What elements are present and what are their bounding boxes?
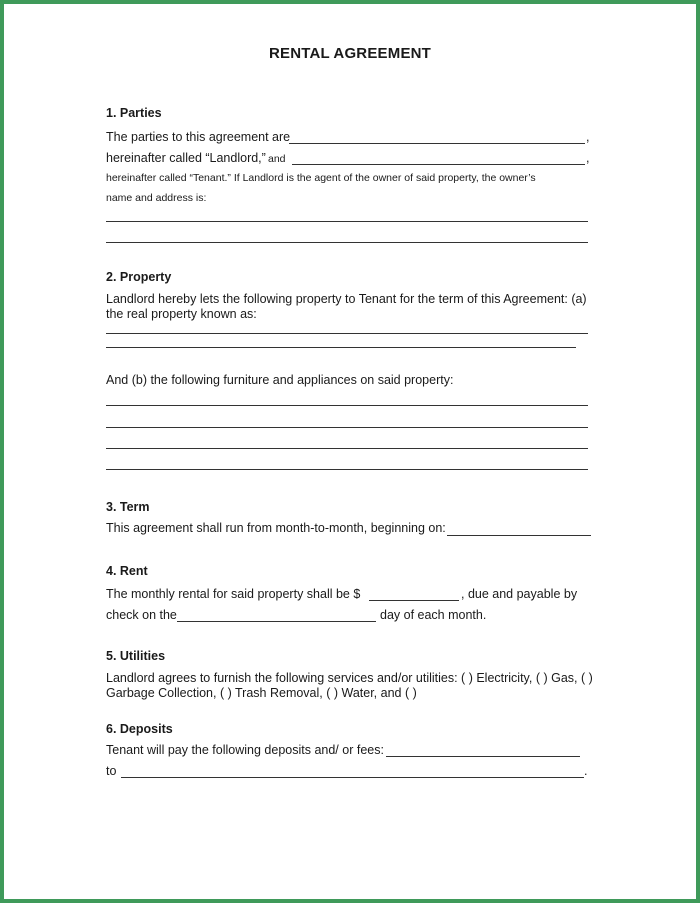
furniture-field-3[interactable] [106,448,588,449]
parties-line1-lead: The parties to this agreement are [106,130,291,144]
deposits-line2-lead: to [106,764,117,778]
deposits-amount-field[interactable] [386,756,580,757]
owner-address-field-1[interactable] [106,221,588,222]
parties-line3: hereinafter called “Tenant.” If Landlord is the agent of the owner of said property, the owner’s [106,172,536,184]
rent-line1-lead: The monthly rental for said property shall be $ [106,587,361,601]
property-line3: And (b) the following furniture and appliances on said property: [106,373,454,387]
parties-heading: 1. Parties [106,106,162,120]
term-line1: This agreement shall run from month-to-month, beginning on: [106,521,446,535]
property-line1: Landlord hereby lets the following property to Tenant for the term of this Agreement: (a) [106,292,587,306]
utilities-line1: Landlord agrees to furnish the following services and/or utilities: ( ) Electricity, ( ) Gas, ( ) [106,671,593,685]
rent-line2-lead: check on the [106,608,177,622]
rent-line2-tail: day of each month. [380,608,487,622]
parties-name-field-2[interactable] [292,164,585,165]
rent-due-day-field[interactable] [177,621,376,622]
deposits-line1: Tenant will pay the following deposits and/ or fees: [106,743,384,757]
deposits-line2-end: . [584,764,588,778]
document-title: RENTAL AGREEMENT [268,45,432,62]
property-heading: 2. Property [106,270,172,284]
parties-line2-end: , [586,151,590,165]
rent-heading: 4. Rent [106,564,148,578]
utilities-heading: 5. Utilities [106,649,166,663]
furniture-field-4[interactable] [106,469,588,470]
term-heading: 3. Term [106,500,150,514]
term-start-date-field[interactable] [447,535,591,536]
furniture-field-1[interactable] [106,405,588,406]
deposits-recipient-field[interactable] [121,777,584,778]
parties-line2-and: and [268,153,286,165]
parties-line4: name and address is: [106,192,207,204]
property-line2: the real property known as: [106,307,257,321]
furniture-field-2[interactable] [106,427,588,428]
parties-name-field-1[interactable] [289,143,585,144]
utilities-line2: Garbage Collection, ( ) Trash Removal, ( ) Water, and ( ) [106,686,417,700]
parties-line2-lead: hereinafter called “Landlord,” [106,151,266,165]
rent-amount-field[interactable] [369,600,459,601]
owner-address-field-2[interactable] [106,242,588,243]
real-property-field-2[interactable] [106,347,576,348]
real-property-field-1[interactable] [106,333,588,334]
deposits-heading: 6. Deposits [106,722,173,736]
rent-line1-tail: , due and payable by [461,587,578,601]
parties-line1-end: , [586,130,590,144]
